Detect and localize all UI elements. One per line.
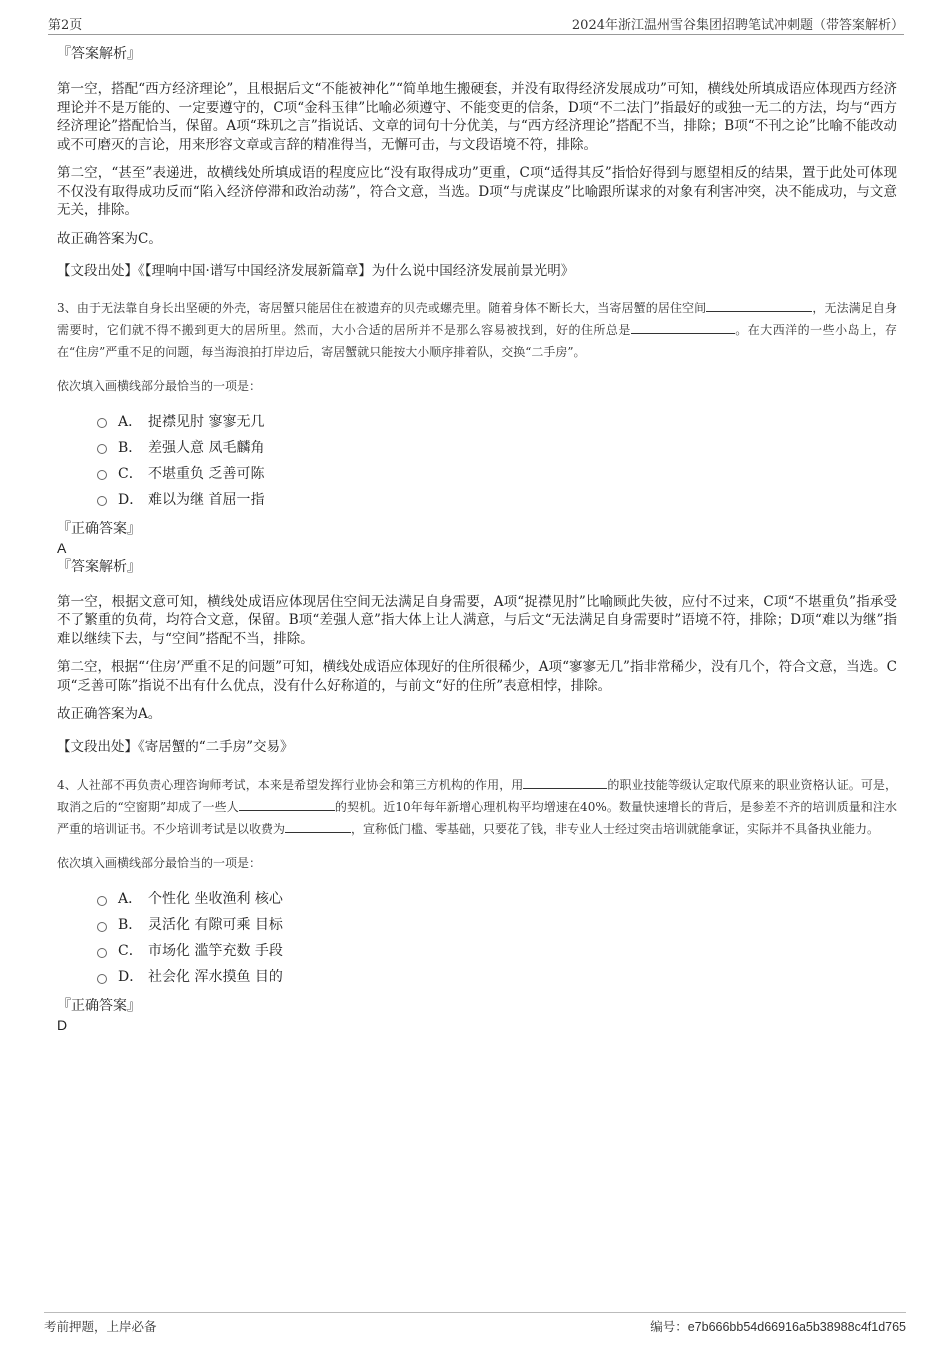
q4-option-b[interactable]: B． 灵活化 有隙可乘 目标	[97, 912, 897, 938]
question-4	[57, 774, 897, 1034]
q3-source: 【文段出处】《寄居蟹的“二手房”交易》	[57, 738, 294, 755]
q2-conclusion: 故正确答案为C。	[57, 230, 162, 247]
q4-stem	[57, 774, 897, 840]
q3-answer: A	[57, 539, 67, 556]
q3-analysis-para1: 第一空，根据文意可知，横线处成语应体现居住空间无法满足自身需要，A项“捉襟见肘”比喻顾此失彼，应付不过来，C项“不堪重负”指承受不了繁重的负荷，均符合文意，保留。B项“差强人意”指大体上让人满意，与后文“无法满足自身需要时”语境不符，排除；D项“难以为继”指难以继续下去，与“空间”搭配不当，排除。	[57, 593, 897, 647]
q3-analysis-para2: 第二空，根据“‘住房’严重不足的问题”可知，横线处成语应体现好的住所很稀少，A项“寥寥无几”指非常稀少，没有几个，符合文意，当选。C项“乏善可陈”指说不出有什么优点，没有什么好称道的，与前文“好的住所”表意相悖，排除。	[57, 659, 897, 694]
document-code	[650, 1317, 906, 1335]
q4-blank-3	[285, 820, 351, 833]
q4-prompt: 依次填入画横线部分最恰当的一项是：	[57, 856, 262, 870]
radio-icon[interactable]	[97, 974, 107, 984]
page-number: 第2页	[48, 18, 83, 33]
radio-icon[interactable]	[97, 922, 107, 932]
radio-icon[interactable]	[97, 444, 107, 454]
document-title: 2024年浙江温州雪谷集团招聘笔试冲刺题（带答案解析）	[571, 18, 904, 33]
q4-stem-part2: 的职业技能等级认定取代原来的职业资格认证。可是，取消之后的“空窗期”却成了一些人	[57, 778, 897, 814]
page-header	[48, 12, 904, 35]
q3-blank-1	[706, 299, 812, 312]
code-value: e7b666bb54d66916a5b38988c4f1d765	[687, 1320, 906, 1334]
q2-analysis-para1: 第一空，搭配“西方经济理论”，且根据后文“不能被神化”“简单地生搬硬套，并没有取得经济发展成功”可知，横线处所填成语应体现西方经济理论并不是万能的、一定要遵守的，C项“金科玉律”比喻必须遵守、不能变更的信条，D项“不二法门”指最好的或独一无二的方法，均与“西方经济理论”搭配恰当，保留。A项“珠玑之言”指说话、文章的词句十分优美，与“西方经济理论”搭配不当，排除；B项“不刊之论”比喻不能改动或不可磨灭的言论，用来形容文章或言辞的精准得当，无懈可击，与文段语境不符，排除。	[57, 81, 897, 153]
q3-option-c[interactable]: C． 不堪重负 乏善可陈	[97, 461, 897, 487]
radio-icon[interactable]	[97, 896, 107, 906]
q2-analysis	[57, 44, 897, 281]
q4-blank-2	[239, 798, 335, 811]
q3-analysis-label: 『答案解析』	[57, 558, 141, 575]
radio-icon[interactable]	[97, 470, 107, 480]
question-3	[57, 297, 897, 757]
q4-blank-1	[523, 776, 607, 789]
footer-note: 考前押题，上岸必备	[44, 1319, 157, 1334]
q3-stem-part2: ，无法满足自身需要时，它们就不得不搬到更大的居所里。然而，大小合适的居所并不是那么容易被找到，好的住所总是	[57, 300, 897, 337]
q3-option-d[interactable]: D． 难以为继 首屈一指	[97, 487, 897, 513]
q4-option-c[interactable]: C． 市场化 滥竽充数 手段	[97, 938, 897, 964]
q3-stem	[57, 297, 897, 363]
page-footer	[44, 1312, 906, 1335]
q2-source: 【文段出处】《【理响中国·谱写中国经济发展新篇章】为什么说中国经济发展前景光明》	[57, 263, 575, 279]
q3-blank-2	[631, 321, 735, 334]
radio-icon[interactable]	[97, 496, 107, 506]
q3-stem-part1: 3、由于无法靠自身长出坚硬的外壳，寄居蟹只能居住在被遗弃的贝壳或螺壳里。随着身体不断长大，当寄居蟹的居住空间	[57, 300, 707, 315]
q3-options	[57, 409, 897, 513]
q2-analysis-label: 『答案解析』	[57, 46, 141, 62]
q4-stem-part4: ，宣称低门槛、零基础，只要花了钱，非专业人士经过突击培训就能拿证，实际并不具备执业能力。	[351, 822, 880, 836]
q3-prompt: 依次填入画横线部分最恰当的一项是：	[57, 378, 262, 393]
radio-icon[interactable]	[97, 418, 107, 428]
q4-stem-part1: 4、人社部不再负责心理咨询师考试，本来是希望发挥行业协会和第三方机构的作用，用	[57, 778, 524, 792]
q3-stem-part3: 。在大西洋的一些小岛上，存在“住房”严重不足的问题，每当海浪拍打岸边后，寄居蟹就只能按大小顺序排着队，交换“二手房”。	[57, 322, 897, 359]
code-label: 编号：	[650, 1319, 688, 1334]
q3-option-a[interactable]: A． 捉襟见肘 寥寥无几	[97, 409, 897, 435]
q3-answer-label: 『正确答案』	[57, 520, 141, 537]
q4-option-a[interactable]: A． 个性化 坐收渔利 核心	[97, 886, 897, 912]
radio-icon[interactable]	[97, 948, 107, 958]
q4-option-d[interactable]: D． 社会化 浑水摸鱼 目的	[97, 964, 897, 990]
q2-analysis-para2: 第二空，“甚至”表递进，故横线处所填成语的程度应比“没有取得成功”更重，C项“适得其反”指恰好得到与愿望相反的结果，置于此处可体现不仅没有取得成功反而“陷入经济停滞和政治动荡”，符合文意，当选。D项“与虎谋皮”比喻跟所谋求的对象有利害冲突，决不能成功，与文意无关，排除。	[57, 165, 897, 218]
q4-options	[57, 886, 897, 990]
q4-answer: D	[57, 1017, 68, 1033]
q4-answer-label: 『正确答案』	[57, 998, 141, 1014]
q3-option-b[interactable]: B． 差强人意 凤毛麟角	[97, 435, 897, 461]
q3-conclusion: 故正确答案为A。	[57, 706, 162, 722]
page-content	[57, 44, 897, 1034]
q4-stem-part3: 的契机。近10年每年新增心理机构平均增速在40%。数量快速增长的背后，是参差不齐的培训质量和注水严重的培训证书。不少培训考试是以收费为	[57, 800, 897, 836]
